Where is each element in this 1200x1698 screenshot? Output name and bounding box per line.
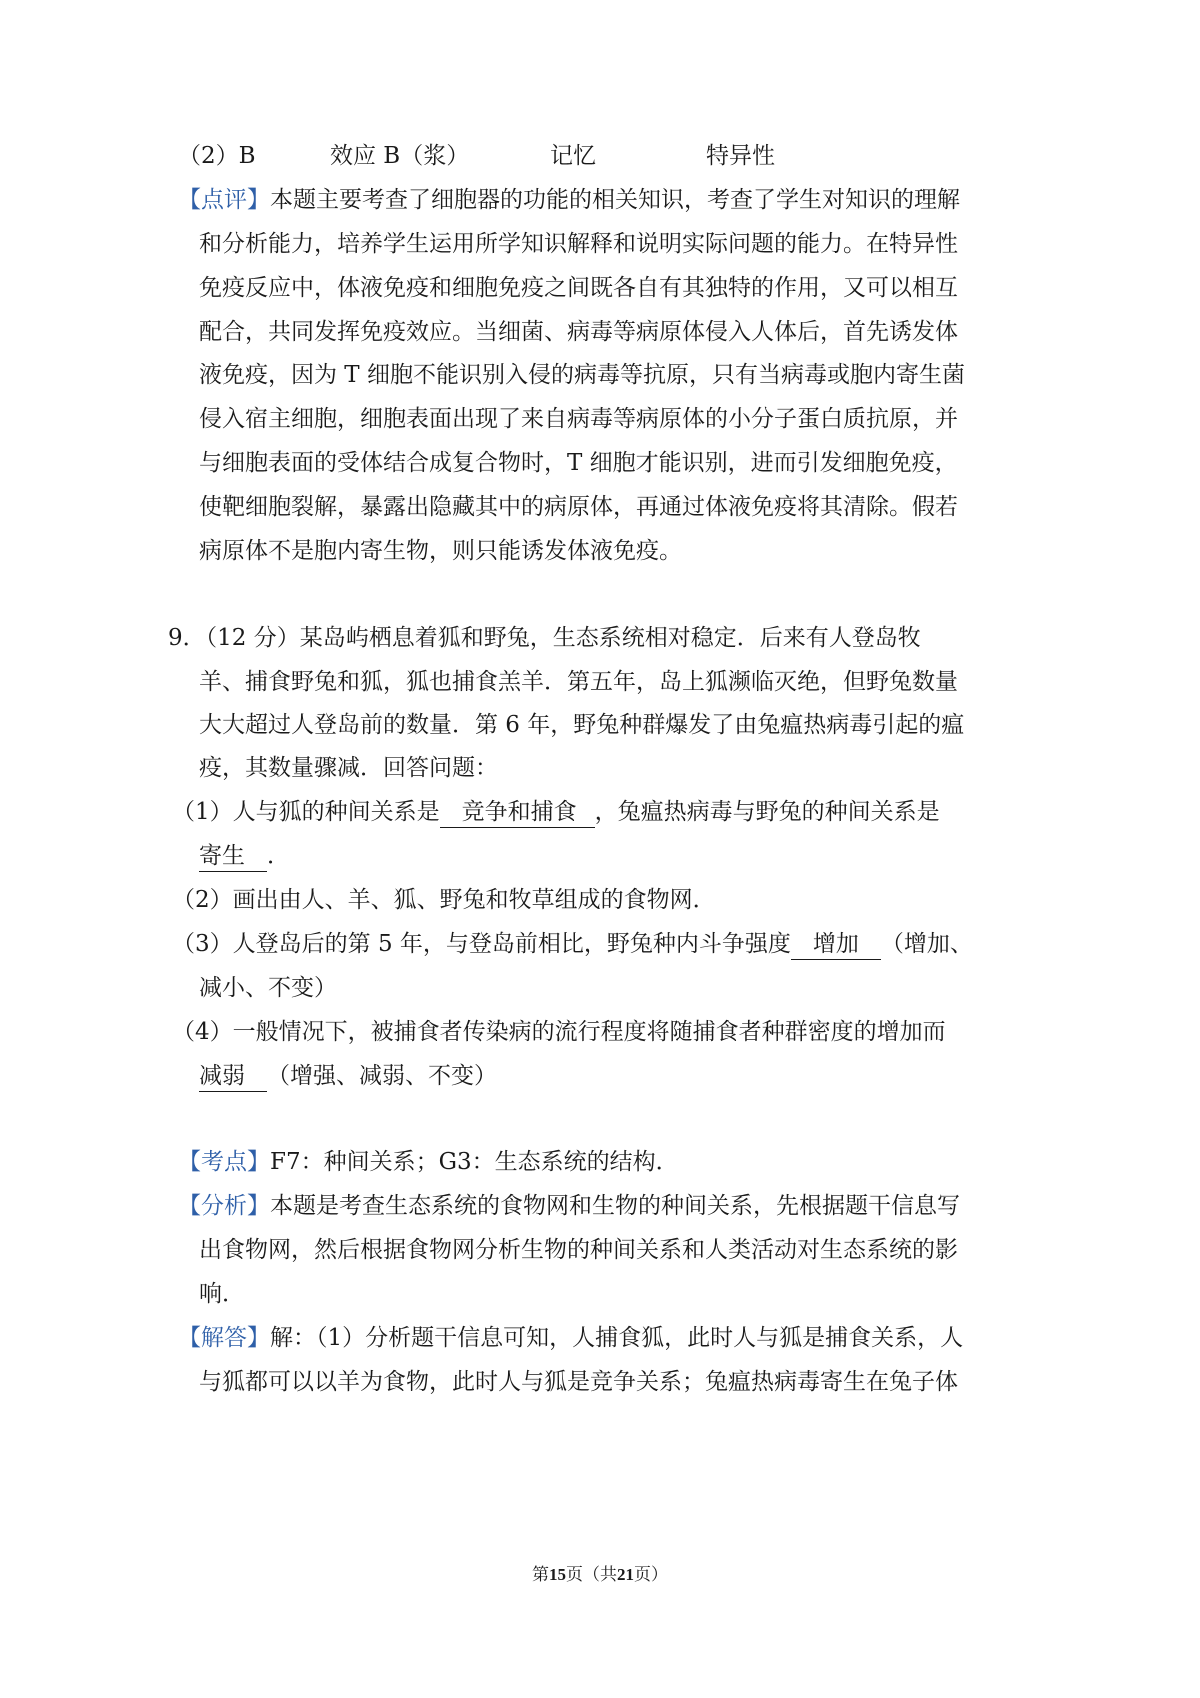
fenxi-line-2: 出食物网，然后根据食物网分析生物的种间关系和人类活动对生态系统的影 xyxy=(199,1237,958,1263)
question-9-stem-3: 大大超过人登岛前的数量．第 6 年，野兔种群爆发了由兔瘟热病毒引起的瘟 xyxy=(199,712,965,738)
kaodian-tag: 【考点】 xyxy=(178,1149,270,1175)
comment-line-9: 病原体不是胞内寄生物，则只能诱发体液免疫。 xyxy=(199,538,682,564)
comment-line-6: 侵入宿主细胞，细胞表面出现了来自病毒等病原体的小分子蛋白质抗原，并 xyxy=(199,406,958,432)
comment-line-1: 【点评】本题主要考查了细胞器的功能的相关知识，考查了学生对知识的理解 xyxy=(178,187,960,213)
comment-line-7: 与细胞表面的受体结合成复合物时，T 细胞才能识别，进而引发细胞免疫， xyxy=(199,450,958,476)
answer-blank-weaken: 减弱 xyxy=(199,1061,267,1092)
fenxi-line-3: 响． xyxy=(199,1281,245,1307)
answer-blank-parasitism: 寄生 xyxy=(199,841,267,872)
answer-blank-increase: 增加 xyxy=(791,929,881,960)
fenxi-line-1: 【分析】本题是考查生态系统的食物网和生物的种间关系，先根据题干信息写 xyxy=(178,1193,960,1219)
comment-line-8: 使靶细胞裂解，暴露出隐藏其中的病原体，再通过体液免疫将其清除。假若 xyxy=(199,494,958,520)
jieda-line-2: 与狐都可以以羊为食物，此时人与狐是竞争关系；兔瘟热病毒寄生在兔子体 xyxy=(199,1369,958,1395)
answer-memory-cell: 记忆 xyxy=(550,143,596,169)
comment-tag: 【点评】 xyxy=(178,187,270,213)
question-9-part-1: （1）人与狐的种间关系是 竞争和捕食 ，兔瘟热病毒与野兔的种间关系是 xyxy=(172,788,940,836)
page-footer: 第15页（共21页） xyxy=(532,1565,668,1585)
comment-line-2: 和分析能力，培养学生运用所学知识解释和说明实际问题的能力。在特异性 xyxy=(199,231,958,257)
jieda-line-1: 【解答】解：（1）分析题干信息可知，人捕食狐，此时人与狐是捕食关系，人 xyxy=(178,1325,964,1351)
answer-specificity: 特异性 xyxy=(706,143,775,169)
question-9-stem-4: 疫，其数量骤减．回答问题： xyxy=(199,755,498,781)
question-9-part-3-cont: 减小、不变） xyxy=(199,975,337,1001)
answer-blank-competition-predation: 竞争和捕食 xyxy=(440,797,595,828)
question-9-part-4: （4）一般情况下，被捕食者传染病的流行程度将随捕食者种群密度的增加而 xyxy=(172,1019,946,1045)
fenxi-tag: 【分析】 xyxy=(178,1193,270,1219)
jieda-tag: 【解答】 xyxy=(178,1325,270,1351)
kaodian-line: 【考点】F7：种间关系；G3：生态系统的结构． xyxy=(178,1149,679,1175)
answer-b-cell: 效应 B（浆） xyxy=(330,143,470,169)
question-9-part-1-cont: 寄生 ． xyxy=(199,832,290,880)
comment-line-5: 液免疫，因为 T 细胞不能识别入侵的病毒等抗原，只有当病毒或胞内寄生菌 xyxy=(199,362,965,388)
page-number: 15 xyxy=(549,1565,566,1584)
comment-line-4: 配合，共同发挥免疫效应。当细菌、病毒等病原体侵入人体后，首先诱发体 xyxy=(199,319,958,345)
answer-label: （2）B xyxy=(178,143,256,169)
question-9-part-3: （3）人登岛后的第 5 年，与登岛前相比，野兔种内斗争强度 增加 （增加、 xyxy=(172,920,973,968)
question-9-stem-2: 羊、捕食野兔和狐，狐也捕食羔羊．第五年，岛上狐濒临灭绝，但野兔数量 xyxy=(199,669,958,695)
question-9-stem-1: 9．（12 分）某岛屿栖息着狐和野兔，生态系统相对稳定．后来有人登岛牧 xyxy=(168,625,921,651)
question-9-part-2: （2）画出由人、羊、狐、野兔和牧草组成的食物网． xyxy=(172,887,716,913)
page-total: 21 xyxy=(617,1565,634,1584)
comment-line-3: 免疫反应中，体液免疫和细胞免疫之间既各自有其独特的作用，又可以相互 xyxy=(199,275,958,301)
question-9-part-4-cont: 减弱 （增强、减弱、不变） xyxy=(199,1052,497,1100)
